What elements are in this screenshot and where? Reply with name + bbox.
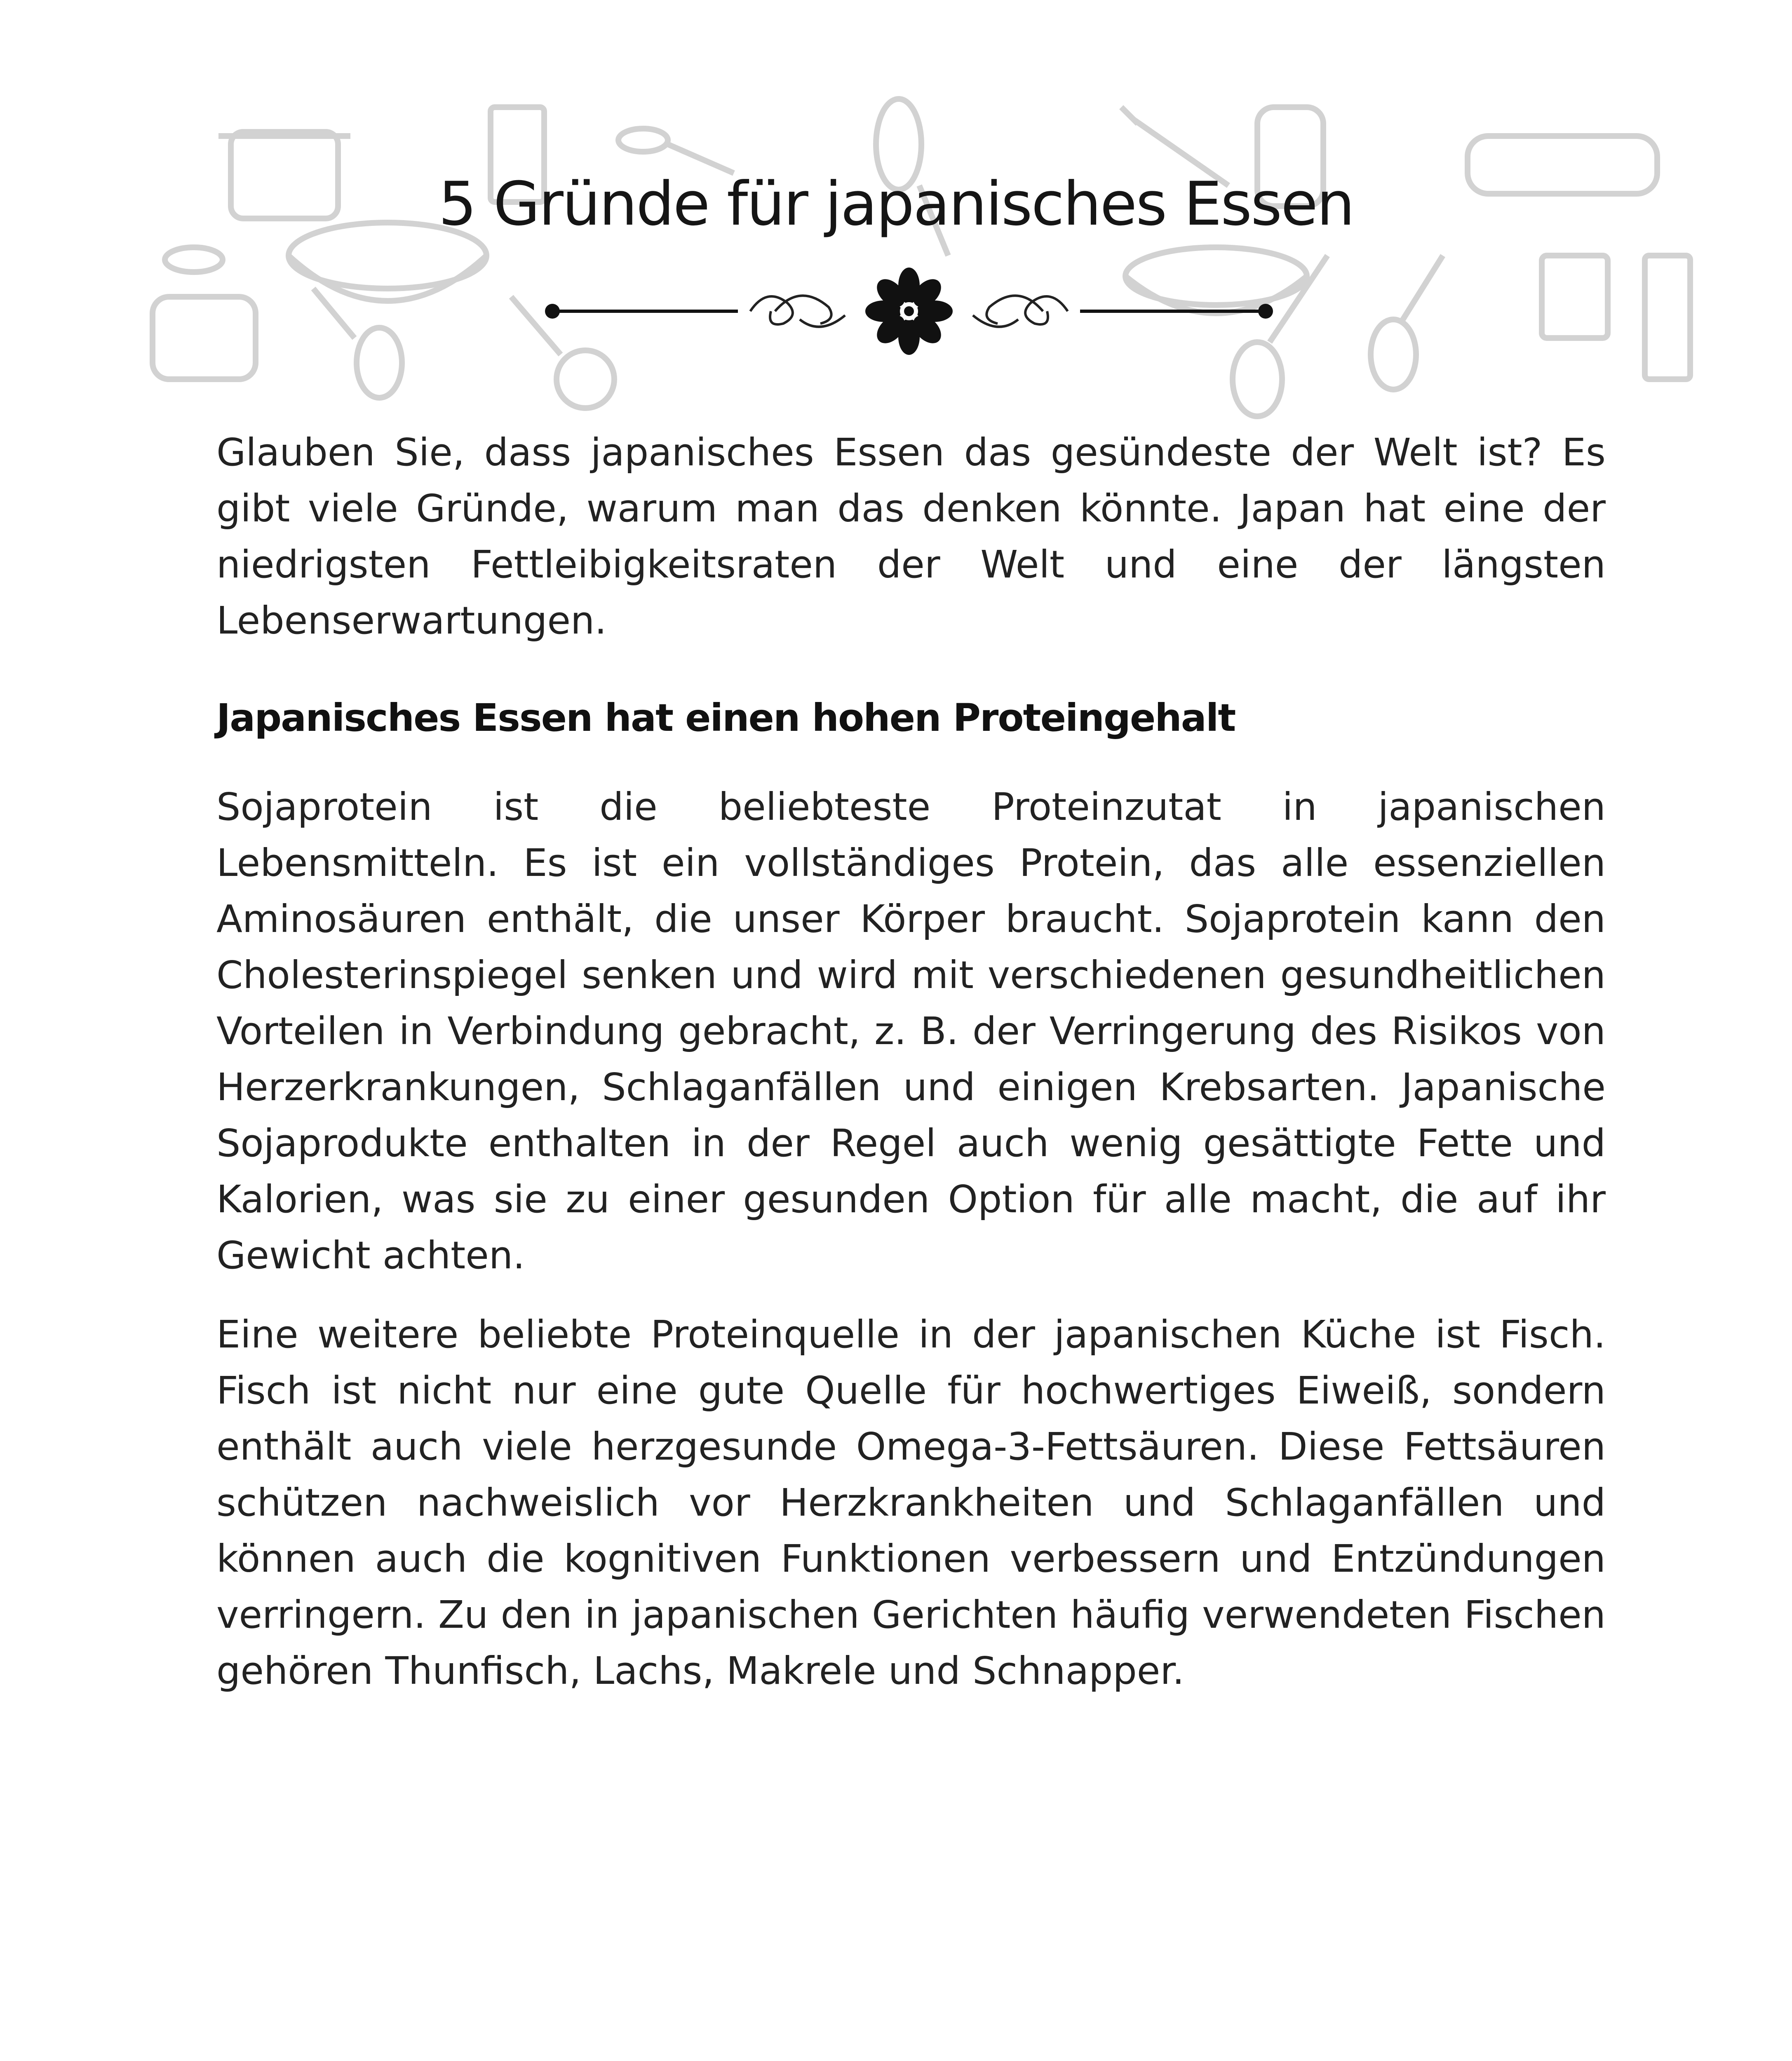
intro-paragraph: Glauben Sie, dass japanisches Essen das gesündeste der Welt ist? Es gibt viele Gründe, warum man das denken könnte. Japan hat eine der niedrigsten Fettleibigkeitsraten der Welt und eine der längsten Lebenserwartungen.	[216, 430, 1606, 643]
body-paragraph: Eine weitere beliebte Proteinquelle in der japanischen Küche ist Fisch. Fisch ist nicht nur eine gute Quelle für hochwertiges Eiweiß, sondern enthält auch viele herzgesunde Omega-3-Fettsäuren. Diese Fettsäuren schützen nachweislich vor Herzkrankheiten und Schlaganfällen und können auch die kognitiven Funktionen verbessern und Entzündungen verringern. Zu den in japanischen Gerichten häufig verwendeten Fischen gehören Thunfisch, Lachs, Makrele und Schnapper.	[216, 1312, 1606, 1693]
section-heading: Japanisches Essen hat einen hohen Proteingehalt	[216, 696, 1235, 740]
article-body	[216, 425, 1606, 1722]
kitchen-utensils-pattern-top	[0, 82, 1792, 420]
flower-ornament-icon	[544, 262, 1274, 361]
body-paragraph: Sojaprotein ist die beliebteste Proteinzutat in japanischen Lebensmitteln. Es ist ein vollständiges Protein, das alle essenziellen Aminosäuren enthält, die unser Körper braucht. Sojaprotein kann den Cholesterinspiegel senken und wird mit verschiedenen gesundheitlichen Vorteilen in Verbindung gebracht, z. B. der Verringerung des Risikos von Herzerkrankungen, Schlaganfällen und einigen Krebsarten. Japanische Sojaprodukte enthalten in der Regel auch wenig gesättigte Fette und Kalorien, was sie zu einer gesunden Option für alle macht, die auf ihr Gewicht achten.	[216, 785, 1606, 1277]
page-title: 5 Gründe für japanisches Essen	[438, 169, 1354, 239]
